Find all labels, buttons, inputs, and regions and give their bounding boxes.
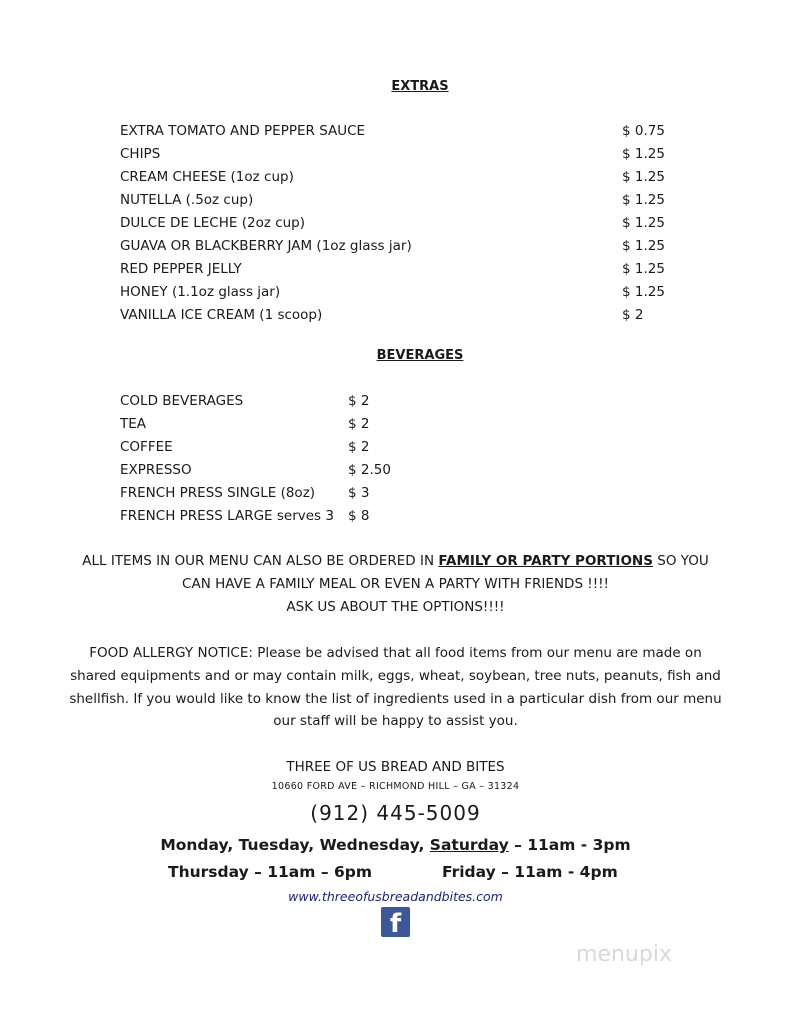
beverages-item-name: FRENCH PRESS SINGLE (8oz) (120, 485, 316, 501)
beverages-item-price: $ 2 (348, 393, 370, 409)
allergy-notice-line-1: FOOD ALLERGY NOTICE: Please be advised that all food items from our menu are made on (89, 645, 702, 661)
extras-item-price: $ 0.75 (622, 123, 665, 139)
extras-item-price: $ 1.25 (622, 284, 665, 300)
extras-item-name: VANILLA ICE CREAM (1 scoop) (120, 307, 323, 323)
party-notice-line-1: ALL ITEMS IN OUR MENU CAN ALSO BE ORDERED IN FAMILY OR PARTY PORTIONS SO YOU (82, 553, 709, 569)
facebook-icon[interactable]: f (381, 907, 410, 937)
beverages-item-name: TEA (120, 416, 147, 432)
extras-item-name: CREAM CHEESE (1oz cup) (120, 169, 294, 185)
extras-item-name: RED PEPPER JELLY (120, 261, 242, 277)
extras-item-price: $ 1.25 (622, 261, 665, 277)
family-party-portions: FAMILY OR PARTY PORTIONS (438, 553, 653, 569)
extras-item-price: $ 1.25 (622, 169, 665, 185)
extras-item-price: $ 2 (622, 307, 644, 323)
beverages-item-price: $ 2 (348, 416, 370, 432)
beverages-item-name: COLD BEVERAGES (120, 393, 244, 409)
party-notice-line-3: ASK US ABOUT THE OPTIONS!!!! (286, 599, 505, 615)
allergy-notice-line-2: shared equipments and or may contain milk, eggs, wheat, soybean, tree nuts, peanuts, fish and (70, 668, 721, 684)
party-notice-line-2: CAN HAVE A FAMILY MEAL OR EVEN A PARTY WITH FRIENDS !!!! (182, 576, 609, 592)
extras-heading: EXTRAS (391, 79, 449, 94)
beverages-item-price: $ 2.50 (348, 462, 391, 478)
hours-friday: Friday – 11am - 4pm (442, 863, 618, 881)
allergy-notice-line-4: our staff will be happy to assist you. (273, 713, 518, 729)
beverages-item-price: $ 2 (348, 439, 370, 455)
website-link[interactable]: www.threeofusbreadandbites.com (288, 889, 503, 904)
extras-item-price: $ 1.25 (622, 238, 665, 254)
extras-item-price: $ 1.25 (622, 215, 665, 231)
extras-item-name: CHIPS (120, 146, 161, 162)
hours-thursday: Thursday – 11am – 6pm (168, 863, 372, 881)
beverages-item-name: COFFEE (120, 439, 173, 455)
watermark: menupix (576, 942, 672, 967)
extras-item-price: $ 1.25 (622, 192, 665, 208)
allergy-notice-line-3: shellfish. If you would like to know the list of ingredients used in a particular dish from our menu (69, 691, 722, 707)
beverages-item-name: EXPRESSO (120, 462, 192, 478)
extras-item-name: EXTRA TOMATO AND PEPPER SAUCE (120, 123, 366, 139)
extras-item-name: DULCE DE LECHE (2oz cup) (120, 215, 306, 231)
extras-item-name: GUAVA OR BLACKBERRY JAM (1oz glass jar) (120, 238, 412, 254)
business-phone: (912) 445-5009 (310, 801, 481, 825)
beverages-item-price: $ 3 (348, 485, 370, 501)
beverages-heading: BEVERAGES (376, 348, 464, 363)
business-address: 10660 FORD AVE – RICHMOND HILL – GA – 31324 (271, 781, 520, 792)
extras-item-name: NUTELLA (.5oz cup) (120, 192, 254, 208)
beverages-item-price: $ 8 (348, 508, 370, 524)
hours-line-1: Monday, Tuesday, Wednesday, Saturday – 11am - 3pm (160, 836, 631, 854)
extras-item-price: $ 1.25 (622, 146, 665, 162)
extras-item-name: HONEY (1.1oz glass jar) (120, 284, 281, 300)
beverages-item-name: FRENCH PRESS LARGE serves 3 (120, 508, 334, 524)
business-name: THREE OF US BREAD AND BITES (286, 759, 505, 775)
